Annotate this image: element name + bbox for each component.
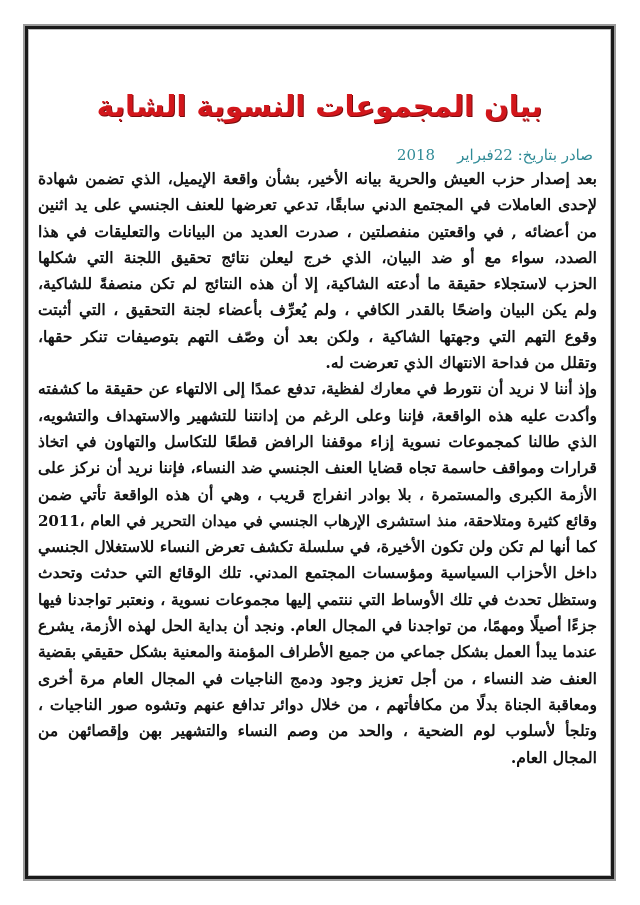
issue-date-day-month: 22فبراير [457, 146, 513, 164]
text-line: لإحدى العاملات في المجتمع الدني سابقًا، تدعي تعرضها للعنف الجنسي على يد اثنين [38, 195, 597, 215]
issue-date [397, 146, 593, 164]
text-line: وقوع التهم التي وجهتها الشاكية ، ولكن بعد أن وصّف التهم بتوصيفات تنكر حقها، [38, 326, 597, 346]
text-line: ومعاقبة الجناة بدلًا من مكافأتهم ، من خلال دوائر تدافع عنهم وتشوه صور الناجيات ، [38, 694, 597, 714]
text-line: كما أنها لم تكن ولن تكون الأخيرة، في سلسلة تكشف تعرض النساء للاستغلال الجنسي [38, 537, 597, 557]
text-line: وتقلل من فداحة الانتهاك الذي تعرضت له. [325, 353, 597, 373]
text-line: المجال العام. [510, 747, 597, 767]
text-line: جزءًا أصيلًا ومهمًا، من تواجدنا في المجال العام. ونجد أن بداية الحل لهذه الأزمة، يشرع [38, 616, 597, 636]
paragraph-1 [38, 166, 597, 376]
issue-date-year: 2018 [396, 146, 436, 164]
text-line: داخل الأحزاب السياسية ومؤسسات المجتمع المدني. تلك الوقائع التي حدثت وتحدث [38, 563, 597, 583]
text-line: وأكدت عليه هذه الواقعة، فإننا وعلى الرغم من إدانتنا للتشهير والاستهداف والتشويه، [38, 405, 597, 425]
text-line: من أعضائه , في واقعتين منفصلتين ، صدرت العديد من البيانات والتعليقات في هذا [38, 221, 597, 241]
document-frame [25, 26, 614, 879]
text-line: قرارات ومواقف حاسمة تجاه قضايا العنف الجنسي ضد النساء، فإننا نريد أن نركز على [38, 458, 597, 478]
text-line: وستظل تحدث في تلك الأوساط التي ننتمي إليها مجموعات نسوية ، ونعتبر تواجدنا فيها [38, 589, 597, 609]
text-line: بعد إصدار حزب العيش والحرية بيانه الأخير، بشأن واقعة الإيميل، الذي تضمن شهادة [38, 169, 597, 188]
document-title: بيان المجموعات النسوية الشابة [96, 89, 543, 123]
text-line: العنف ضد النساء ، من أجل تعزيز وجود ودمج الناجيات في المجال العام مرة أخرى [38, 668, 597, 688]
issue-date-label: صادر بتاريخ: [517, 146, 593, 164]
paragraph-2 [38, 376, 597, 770]
text-line: الصدد، سواء مع أو ضد البيان، الذي خرج ليعلن نتائج تحقيق اللجنة التي شكلها [38, 247, 597, 267]
text-line: وتلجأ لأسلوب لوم الضحية ، والحد من وصم النساء والتشهير بهن وإقصائهن من [38, 721, 597, 741]
statement-body [38, 166, 597, 771]
text-line: ولم يكن البيان واضحًا بالقدر الكافي ، ولم يُعرِّف بأعضاء لجنة التحقيق ، التي أثبتت [38, 300, 597, 320]
text-line: الأزمة الكبرى والمستمرة ، بلا بوادر انفراج قريب ، وهي أن هذه الواقعة تأتي ضمن [38, 484, 597, 504]
text-line: الحزب لاستجلاء حقيقة ما أدعته الشاكية، إلا أن هذه النتائج لم تكن منصفةً للشاكية، [38, 274, 597, 294]
text-line: وقائع كثيرة ومتلاحقة، منذ استشرى الإرهاب الجنسي في ميدان التحرير في العام ،2011 [38, 511, 597, 530]
text-line: الذي طالنا كمجموعات نسوية إزاء موقفنا الرافض قطعًا للتكاسل والتهاون في اتخاذ [38, 431, 597, 451]
text-line: عندما يبدأ العمل بشكل جماعي من جميع الأطراف المؤمنة والمعنية بشكل حقيقي بقضية [38, 643, 597, 662]
text-line: وإذ أننا لا نريد أن نتورط في معارك لفظية، تدفع عمدًا إلى الالتهاء عن حقيقة ما كشفته [38, 379, 597, 399]
